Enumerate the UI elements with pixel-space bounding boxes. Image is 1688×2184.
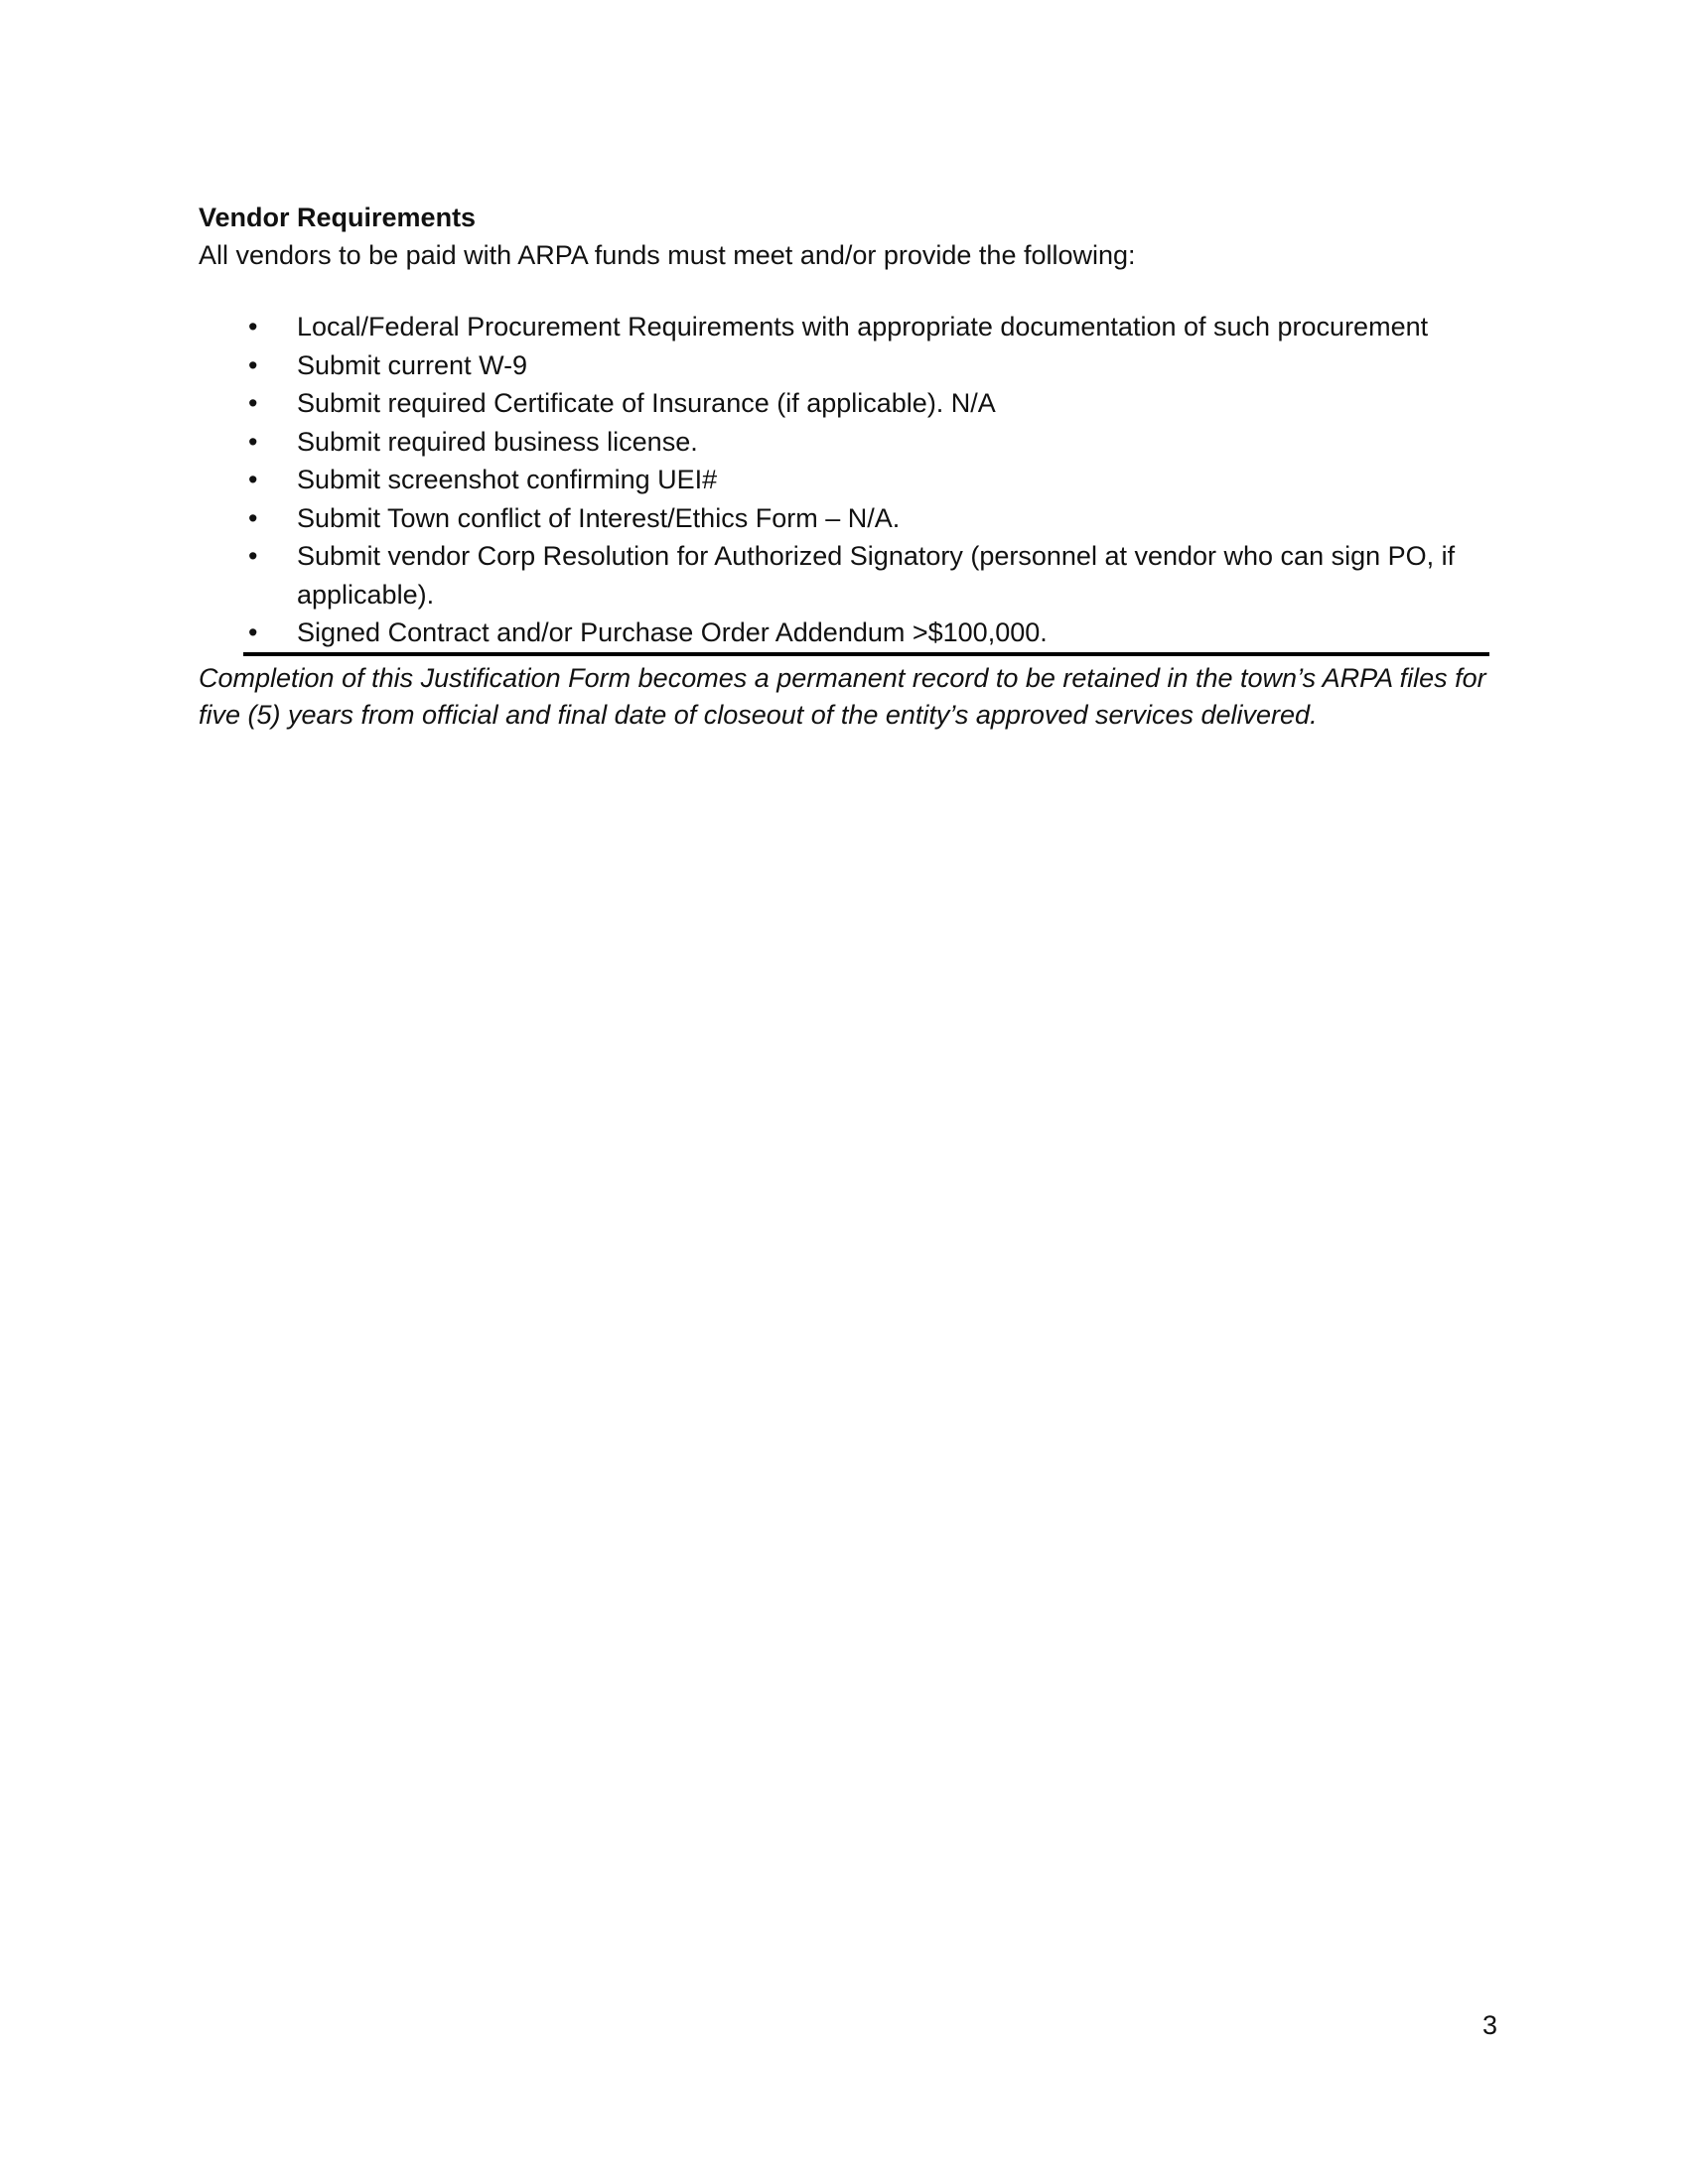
bullet-icon: • — [248, 388, 258, 418]
list-item — [199, 346, 1489, 385]
list-item — [243, 614, 1489, 656]
list-item — [199, 461, 1489, 499]
section-heading: Vendor Requirements — [199, 203, 477, 232]
list-item-text: Submit screenshot confirming UEI# — [297, 465, 718, 494]
bullet-icon: • — [248, 502, 258, 533]
bullet-icon: • — [248, 541, 258, 571]
bullet-icon: • — [248, 426, 258, 457]
list-item — [199, 499, 1489, 538]
page-number: 3 — [1481, 2010, 1497, 2040]
bullet-icon: • — [248, 617, 258, 647]
list-item — [199, 384, 1489, 423]
list-item-text: Submit required business license. — [297, 426, 698, 457]
list-item — [199, 423, 1489, 462]
bullet-icon: • — [248, 349, 258, 380]
list-item-text: Local/Federal Procurement Requirements with appropriate documentation of such procurement — [297, 312, 1429, 341]
list-item-text: Signed Contract and/or Purchase Order Addendum >$100,000. — [297, 617, 1048, 647]
bullet-icon: • — [248, 312, 258, 341]
list-item — [199, 537, 1489, 614]
vendor-requirements-section — [199, 199, 1489, 734]
list-item — [199, 308, 1489, 346]
list-item-text: Submit vendor Corp Resolution for Authorized Signatory (personnel at vendor who can sign PO, if applicable). — [297, 541, 1456, 610]
section-intro: All vendors to be paid with ARPA funds must meet and/or provide the following: — [199, 240, 1136, 270]
list-item-text: Submit Town conflict of Interest/Ethics Form – N/A. — [297, 502, 901, 533]
retention-note: Completion of this Justification Form becomes a permanent record to be retained in the town’s ARPA files for five (5) years from official and final date of closeout of the entity’s approved services delivered. — [199, 662, 1486, 730]
requirements-list — [199, 308, 1489, 656]
list-item-text: Submit required Certificate of Insurance (if applicable). N/A — [297, 388, 996, 418]
list-item-text: Submit current W-9 — [297, 349, 528, 380]
bullet-icon: • — [248, 465, 258, 494]
